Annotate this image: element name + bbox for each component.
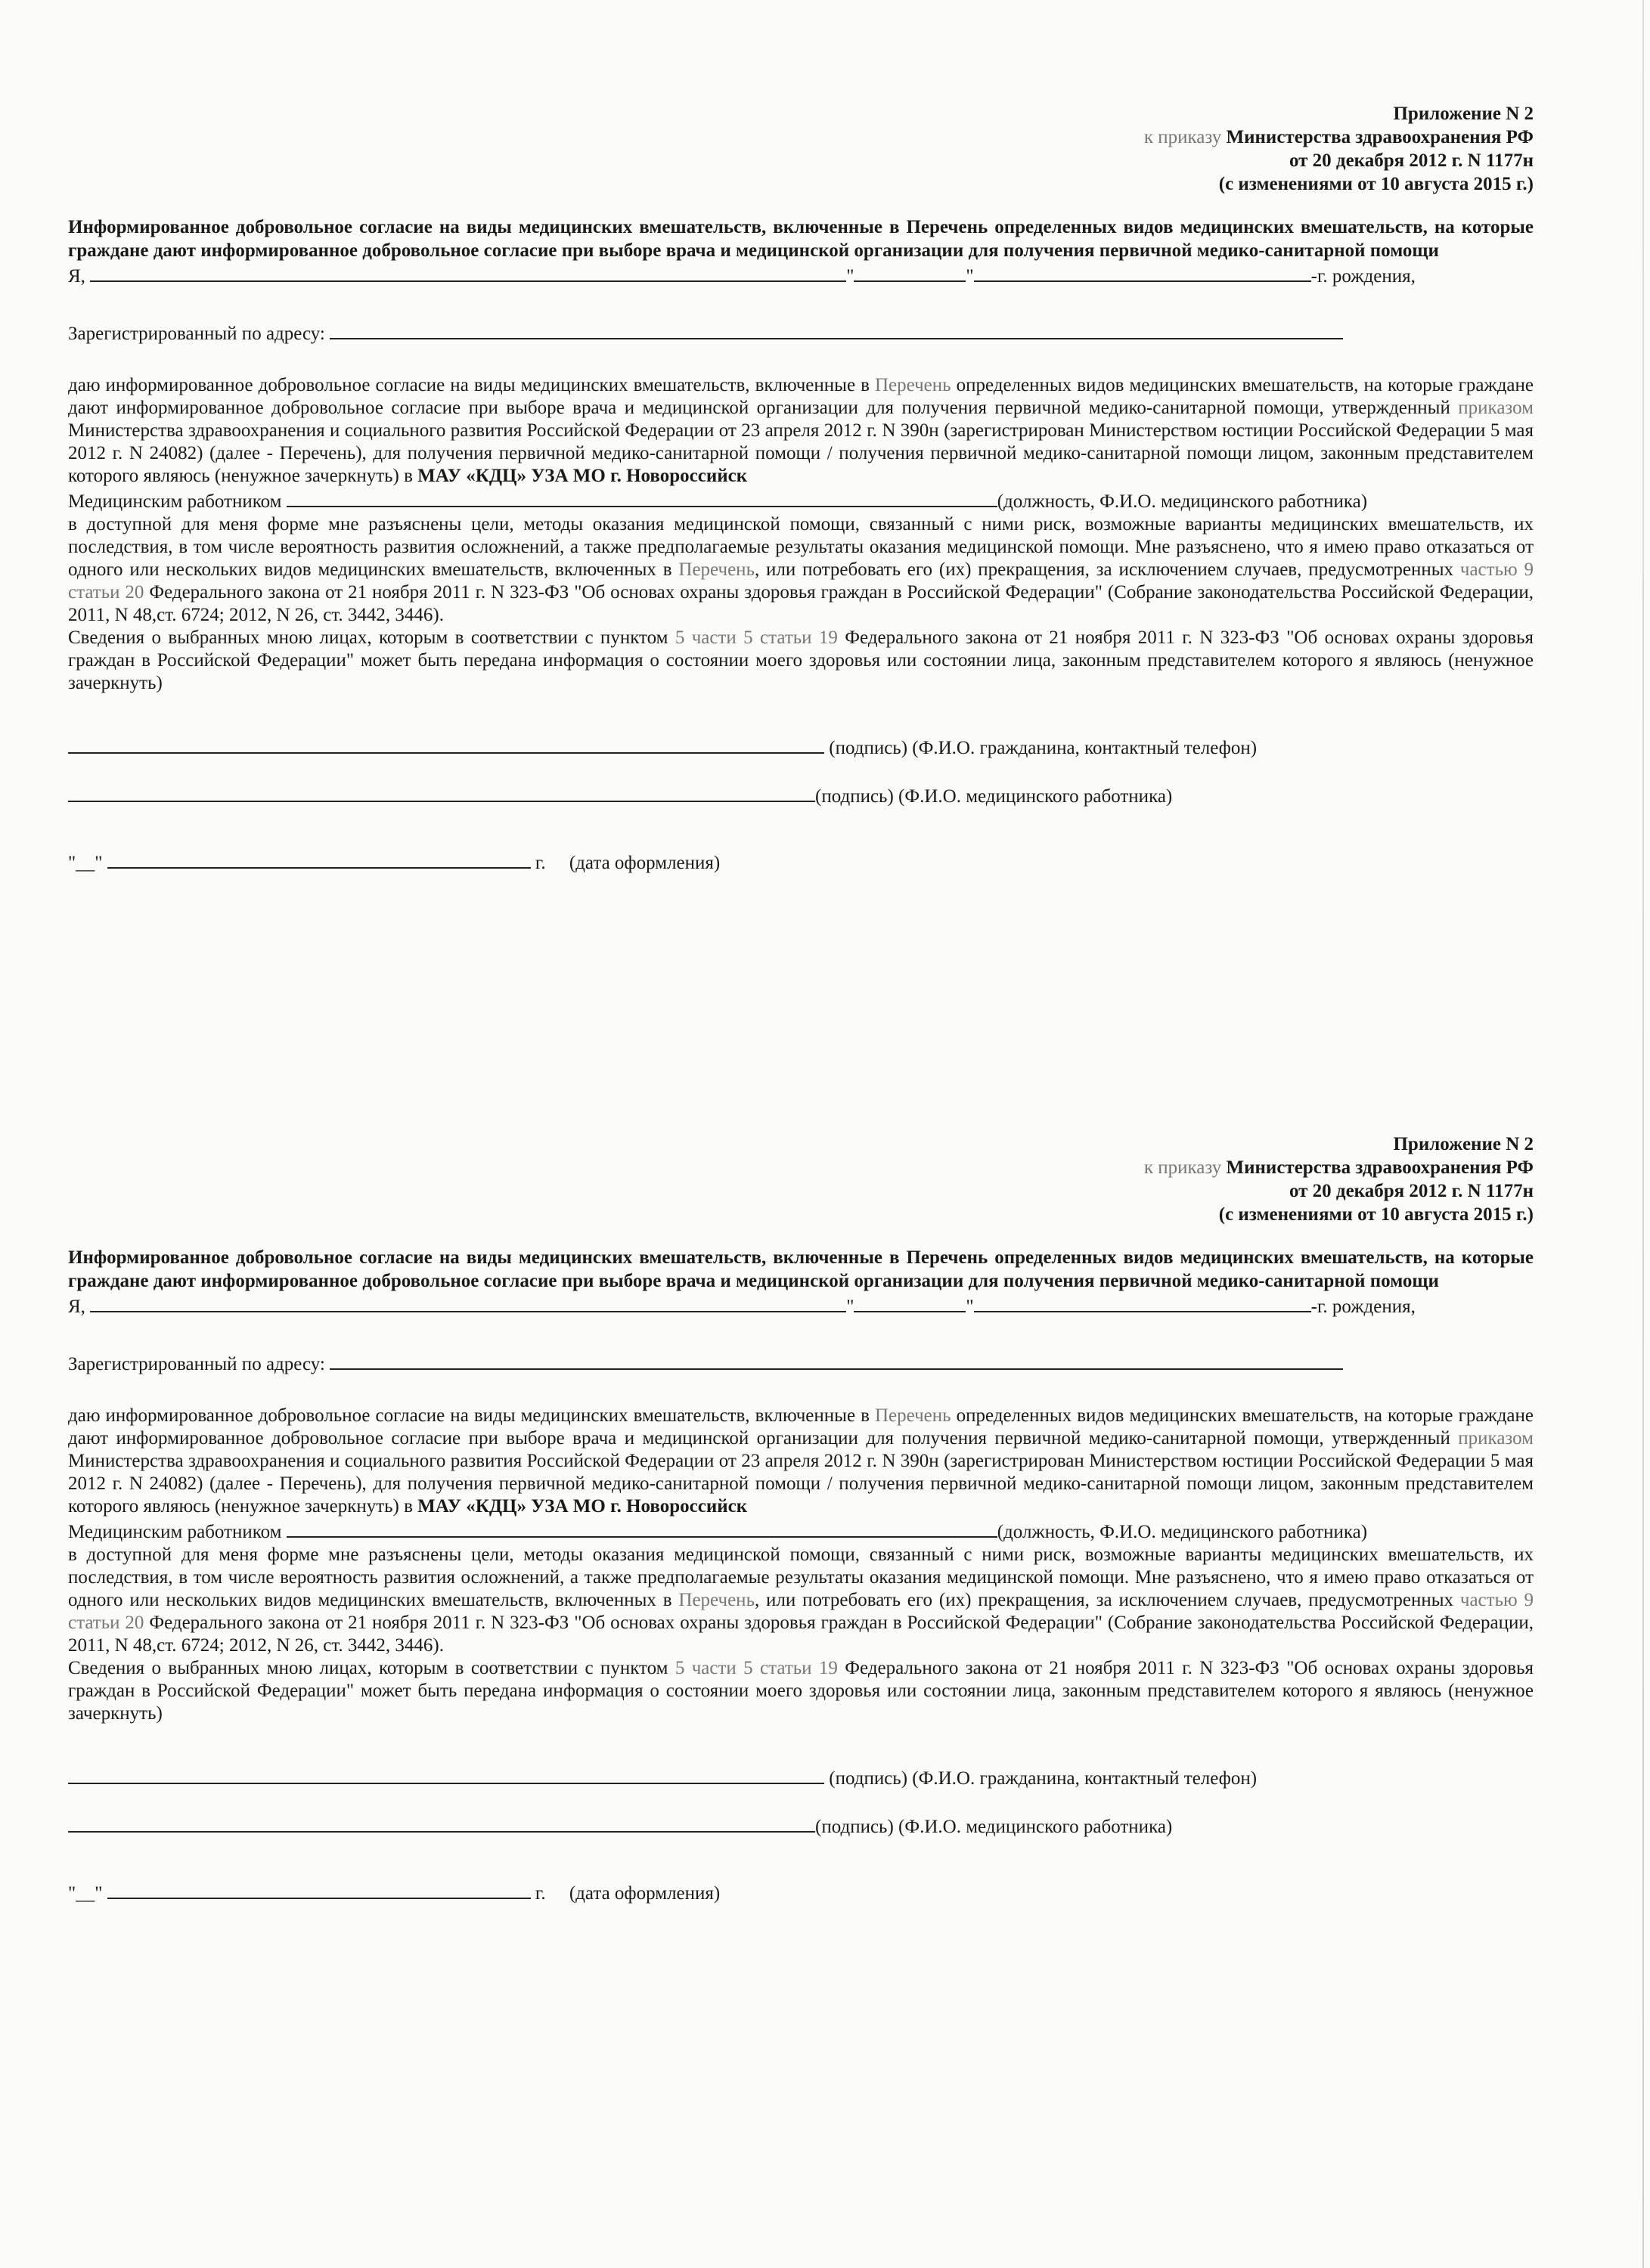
appendix-order-line xyxy=(68,1156,1534,1179)
appendix-order-line xyxy=(68,125,1534,149)
list-link[interactable]: Перечень xyxy=(678,1590,755,1610)
appendix-number: Приложение N 2 xyxy=(1393,104,1534,124)
medworker-label: Медицинским работником xyxy=(68,491,282,512)
ya-label: Я, xyxy=(68,1297,85,1317)
medworker-signature-row xyxy=(68,782,1534,808)
address-row xyxy=(68,1350,1534,1376)
list-link[interactable]: Перечень xyxy=(874,375,951,395)
consent-form-1 xyxy=(68,102,1534,875)
law-article-link[interactable]: частью 9 статьи 20 xyxy=(68,559,1534,603)
form-title: Информированное добровольное согласие на виды медицинских вмешательств, включенные в Перечень определенных видов медицинских вмешательств, на которые граждане дают информированное добровольное согласие при выборе врача и медицинской организации для получения первичной медико-санитарной помощи xyxy=(68,1247,1534,1291)
medworker-signature-blank[interactable] xyxy=(68,782,815,802)
date-row xyxy=(68,849,1534,875)
info-paragraph: Сведения о выбранных мною лицах, которым в соответствии с пунктом 5 части 5 статьи 19 Федерального закона от 21 ноября 2011 г. N 323-ФЗ "Об основах охраны здоровья граждан в Российской Федерации" может быть передана информация о состоянии моего здоровья или состоянии лица, законным представителем которого я являюсь (ненужное зачеркнуть) xyxy=(68,1658,1534,1724)
order-link[interactable]: приказом xyxy=(1458,1428,1534,1448)
consent-paragraph: даю информированное добровольное согласие на виды медицинских вмешательств, включенные в Перечень определенных видов медицинских вмешательств, на которые граждане дают информированное добровольное согласие при выборе врача и медицинской организации для получения первичной медико-санитарной помощи, утвержденный приказом Министерства здравоохранения и социального развития Российской Федерации от 23 апреля 2012 г. N 390н (зарегистрирован Министерством юстиции Российской Федерации 5 мая 2012 г. N 24082) (далее - Перечень), для получения первичной медико-санитарной помощи / получения первичной медико-санитарной помощи лицом, законным представителем которого являюсь (ненужное зачеркнуть) в МАУ «КДЦ» УЗА МО г. Новороссийск xyxy=(68,375,1534,486)
date-blank[interactable] xyxy=(107,1879,531,1899)
quote-mark: " xyxy=(846,1297,854,1317)
birth-suffix: -г. рождения, xyxy=(1310,266,1416,287)
form-title: Информированное добровольное согласие на виды медицинских вмешательств, включенные в Перечень определенных видов медицинских вмешательств, на которые граждане дают информированное добровольное согласие при выборе врача и медицинской организации для получения первичной медико-санитарной помощи xyxy=(68,217,1534,261)
medworker-suffix: (должность, Ф.И.О. медицинского работника) xyxy=(997,491,1368,512)
registered-label: Зарегистрированный по адресу: xyxy=(68,1354,325,1374)
date-prefix: "__" xyxy=(68,1883,103,1904)
date-prefix: "__" xyxy=(68,853,103,873)
medworker-signature-label: (подпись) (Ф.И.О. медицинского работника) xyxy=(815,1817,1173,1837)
birth-year-blank[interactable] xyxy=(974,1293,1311,1312)
citizen-signature-row xyxy=(68,1765,1534,1790)
quote-mark: " xyxy=(966,1297,974,1317)
ministry-name: Министерства здравоохранения РФ xyxy=(1226,127,1534,147)
quote-mark: " xyxy=(966,266,974,287)
address-blank[interactable] xyxy=(330,1350,1343,1370)
order-prefix: к приказу xyxy=(1143,1157,1227,1178)
registered-label: Зарегистрированный по адресу: xyxy=(68,324,325,344)
ministry-name: Министерства здравоохранения РФ xyxy=(1226,1157,1534,1178)
citizen-signature-row xyxy=(68,734,1534,760)
medworker-row xyxy=(68,488,1534,513)
organization-name: МАУ «КДЦ» УЗА МО г. Новороссийск xyxy=(417,466,748,486)
quote-mark: " xyxy=(846,266,854,287)
medworker-suffix: (должность, Ф.И.О. медицинского работника) xyxy=(997,1522,1368,1542)
consent-form-2 xyxy=(68,1132,1534,1905)
law-article-link[interactable]: 5 части 5 статьи 19 xyxy=(675,1658,838,1678)
date-year-suffix: г. xyxy=(535,1883,546,1904)
birth-suffix: -г. рождения, xyxy=(1310,1297,1416,1317)
medworker-row xyxy=(68,1518,1534,1544)
medworker-signature-label: (подпись) (Ф.И.О. медицинского работника) xyxy=(815,786,1173,807)
appendix-number: Приложение N 2 xyxy=(1393,1134,1534,1154)
fullname-blank[interactable] xyxy=(90,1293,846,1312)
consent-paragraph: даю информированное добровольное согласие на виды медицинских вмешательств, включенные в Перечень определенных видов медицинских вмешательств, на которые граждане дают информированное добровольное согласие при выборе врача и медицинской организации для получения первичной медико-санитарной помощи, утвержденный приказом Министерства здравоохранения и социального развития Российской Федерации от 23 апреля 2012 г. N 390н (зарегистрирован Министерством юстиции Российской Федерации 5 мая 2012 г. N 24082) (далее - Перечень), для получения первичной медико-санитарной помощи / получения первичной медико-санитарной помощи лицом, законным представителем которого являюсь (ненужное зачеркнуть) в МАУ «КДЦ» УЗА МО г. Новороссийск xyxy=(68,1405,1534,1517)
birth-day-blank[interactable] xyxy=(854,262,966,282)
law-article-link[interactable]: частью 9 статьи 20 xyxy=(68,1590,1534,1633)
appendix-date: от 20 декабря 2012 г. N 1177н xyxy=(1289,150,1534,171)
citizen-signature-label: (подпись) (Ф.И.О. гражданина, контактный телефон) xyxy=(829,1768,1258,1789)
address-blank[interactable] xyxy=(330,320,1343,339)
citizen-signature-blank[interactable] xyxy=(68,734,824,754)
appendix-header xyxy=(68,102,1534,196)
citizen-signature-label: (подпись) (Ф.И.О. гражданина, контактный телефон) xyxy=(829,738,1258,758)
law-article-link[interactable]: 5 части 5 статьи 19 xyxy=(675,627,838,648)
fullname-blank[interactable] xyxy=(90,262,846,282)
ya-label: Я, xyxy=(68,266,85,287)
list-link[interactable]: Перечень xyxy=(874,1405,951,1426)
info-paragraph: Сведения о выбранных мною лицах, которым в соответствии с пунктом 5 части 5 статьи 19 Федерального закона от 21 ноября 2011 г. N 323-ФЗ "Об основах охраны здоровья граждан в Российской Федерации" может быть передана информация о состоянии моего здоровья или состоянии лица, законным представителем которого я являюсь (ненужное зачеркнуть) xyxy=(68,627,1534,693)
date-label: (дата оформления) xyxy=(569,1883,721,1904)
appendix-amendments: (с изменениями от 10 августа 2015 г.) xyxy=(1218,1204,1534,1225)
birth-day-blank[interactable] xyxy=(854,1293,966,1312)
date-year-suffix: г. xyxy=(535,853,546,873)
citizen-signature-blank[interactable] xyxy=(68,1765,824,1784)
order-prefix: к приказу xyxy=(1143,127,1227,147)
appendix-header xyxy=(68,1132,1534,1226)
medworker-blank[interactable] xyxy=(287,1518,997,1538)
medworker-label: Медицинским работником xyxy=(68,1522,282,1542)
order-link[interactable]: приказом xyxy=(1458,398,1534,418)
date-label: (дата оформления) xyxy=(569,853,721,873)
appendix-amendments: (с изменениями от 10 августа 2015 г.) xyxy=(1218,174,1534,194)
date-row xyxy=(68,1879,1534,1905)
name-row xyxy=(68,262,1534,288)
name-row xyxy=(68,1293,1534,1318)
explanation-paragraph: в доступной для меня форме мне разъяснены цели, методы оказания медицинской помощи, связанный с ними риск, возможные варианты медицинских вмешательств, их последствия, в том числе вероятность развития осложнений, а также предполагаемые результаты оказания медицинской помощи. Мне разъяснено, что я имею право отказаться от одного или нескольких видов медицинских вмешательств, включенных в Перечень, или потребовать его (их) прекращения, за исключением случаев, предусмотренных частью 9 статьи 20 Федерального закона от 21 ноября 2011 г. N 323-ФЗ "Об основах охраны здоровья граждан в Российской Федерации" (Собрание законодательства Российской Федерации, 2011, N 48,ст. 6724; 2012, N 26, ст. 3442, 3446). xyxy=(68,514,1534,625)
address-row xyxy=(68,320,1534,345)
date-blank[interactable] xyxy=(107,849,531,869)
medworker-signature-row xyxy=(68,1813,1534,1839)
list-link[interactable]: Перечень xyxy=(678,559,755,580)
medworker-signature-blank[interactable] xyxy=(68,1813,815,1833)
explanation-paragraph: в доступной для меня форме мне разъяснены цели, методы оказания медицинской помощи, связанный с ними риск, возможные варианты медицинских вмешательств, их последствия, в том числе вероятность развития осложнений, а также предполагаемые результаты оказания медицинской помощи. Мне разъяснено, что я имею право отказаться от одного или нескольких видов медицинских вмешательств, включенных в Перечень, или потребовать его (их) прекращения, за исключением случаев, предусмотренных частью 9 статьи 20 Федерального закона от 21 ноября 2011 г. N 323-ФЗ "Об основах охраны здоровья граждан в Российской Федерации" (Собрание законодательства Российской Федерации, 2011, N 48,ст. 6724; 2012, N 26, ст. 3442, 3446). xyxy=(68,1545,1534,1656)
organization-name: МАУ «КДЦ» УЗА МО г. Новороссийск xyxy=(417,1496,748,1517)
birth-year-blank[interactable] xyxy=(974,262,1311,282)
medworker-blank[interactable] xyxy=(287,488,997,507)
page-edge-shadow xyxy=(1642,0,1644,2268)
appendix-date: от 20 декабря 2012 г. N 1177н xyxy=(1289,1181,1534,1201)
